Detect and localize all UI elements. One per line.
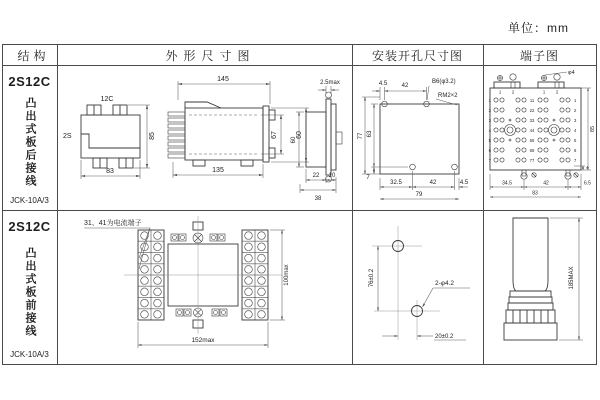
svg-text:4: 4 bbox=[488, 128, 491, 133]
svg-text:1: 1 bbox=[574, 98, 577, 103]
relay-profile-outline bbox=[504, 218, 557, 340]
svg-text:11: 11 bbox=[529, 98, 535, 103]
dim-60-label: 60 bbox=[296, 131, 303, 139]
dim-2p5max-label: 2.5max bbox=[320, 80, 340, 86]
outline-front-view-drawing bbox=[60, 70, 165, 200]
outline-edge-view-drawing bbox=[292, 74, 354, 204]
model-code: JCK-10A/3 bbox=[10, 196, 49, 205]
dim-145-label: 145 bbox=[217, 76, 229, 83]
unit-label: 单位：mm bbox=[508, 21, 569, 35]
header-mounting: 安装开孔尺寸图 bbox=[371, 48, 463, 63]
phi4-label: φ4 bbox=[568, 70, 575, 76]
svg-text:2: 2 bbox=[574, 108, 577, 113]
hole-circles bbox=[393, 241, 423, 317]
side-profile-drawing bbox=[486, 210, 598, 364]
dim-4p5-bottom-label: 4.5 bbox=[459, 180, 469, 186]
current-terminal-note: 31、41为电流端子 bbox=[84, 220, 142, 227]
hole-spec-label: B6(φ3.2) bbox=[432, 79, 456, 85]
model-name: 2S12C bbox=[8, 219, 51, 234]
cutout-outline bbox=[380, 101, 459, 174]
dim-6p5-label: 6.5 bbox=[584, 180, 591, 187]
contacts-label: 2S bbox=[63, 133, 72, 140]
svg-text:2: 2 bbox=[488, 108, 491, 113]
svg-text:33: 33 bbox=[529, 118, 535, 123]
svg-text:1: 1 bbox=[488, 98, 491, 103]
svg-text:6: 6 bbox=[574, 148, 577, 153]
svg-text:1: 1 bbox=[498, 89, 502, 95]
svg-text:4: 4 bbox=[574, 128, 577, 133]
dim-38-label: 38 bbox=[314, 196, 322, 202]
dim-10-label: 10 bbox=[328, 173, 336, 179]
dim-height-label: 85 bbox=[149, 132, 156, 140]
terminal-plate-outline bbox=[490, 74, 581, 179]
dim-135-label: 135 bbox=[212, 167, 224, 174]
structure-cell-front bbox=[2, 210, 57, 364]
relay-side-outline bbox=[168, 102, 275, 166]
svg-text:5: 5 bbox=[488, 138, 491, 143]
cutout-dims bbox=[362, 86, 468, 199]
dim-76-label: 76±0.2 bbox=[369, 268, 375, 288]
svg-text:44: 44 bbox=[529, 128, 535, 133]
relay-front-outline bbox=[81, 105, 140, 168]
dim-77-label: 77 bbox=[358, 132, 364, 140]
dim-85-label: 85 bbox=[590, 125, 596, 133]
dim-22-label: 22 bbox=[312, 173, 320, 179]
dim-79-label: 79 bbox=[415, 192, 423, 198]
dim-4-label: 4 bbox=[586, 165, 589, 170]
screw-spec-label: RM2×2 bbox=[438, 93, 458, 99]
front-wiring-layout-drawing bbox=[76, 212, 314, 364]
svg-text:2: 2 bbox=[511, 89, 515, 95]
mounting-cutout-drawing bbox=[356, 66, 482, 210]
dim-83-label: 83 bbox=[532, 190, 538, 197]
svg-text:22: 22 bbox=[529, 108, 535, 113]
dim-63-label: 63 bbox=[367, 130, 373, 138]
dim-67-label: 67 bbox=[271, 131, 278, 139]
dim-42-label: 42 bbox=[543, 180, 549, 187]
svg-text:5: 5 bbox=[574, 138, 577, 143]
svg-text:3: 3 bbox=[488, 118, 491, 123]
dim-152max-label: 152max bbox=[191, 337, 215, 344]
mount-type-label: 凸出式板后接线 bbox=[24, 97, 36, 188]
svg-text:1: 1 bbox=[542, 89, 546, 95]
terminal-count-label: 12C bbox=[100, 96, 114, 103]
dim-42-top-label: 42 bbox=[401, 83, 409, 89]
hole-centerlines bbox=[372, 226, 440, 340]
dim-185max-label: 185MAX bbox=[569, 266, 575, 290]
side-view-hidden-lines bbox=[189, 115, 259, 154]
front-mounting-holes-drawing bbox=[358, 212, 482, 364]
model-name: 2S12C bbox=[8, 74, 51, 89]
dim-42-bottom-label: 42 bbox=[429, 180, 437, 186]
relay-edge-outline bbox=[306, 92, 342, 182]
dim-20-label: 20±0.2 bbox=[435, 334, 454, 340]
dim-width-label: 83 bbox=[106, 168, 114, 175]
header-terminal: 端子图 bbox=[519, 48, 559, 63]
header-outline: 外形尺寸图 bbox=[165, 48, 256, 63]
structure-cell-rear bbox=[2, 65, 57, 210]
mount-type-label: 凸出式板前接线 bbox=[24, 246, 36, 338]
dim-34p5-label: 34.5 bbox=[502, 180, 512, 187]
model-code: JCK-10A/3 bbox=[10, 350, 49, 359]
dim-60-label: 60 bbox=[291, 136, 297, 144]
hole-dims bbox=[378, 246, 470, 340]
dim-32p5-label: 32.5 bbox=[390, 180, 402, 186]
svg-text:7: 7 bbox=[488, 158, 491, 163]
svg-text:66: 66 bbox=[529, 148, 535, 153]
hole-spec-label: 2-φ4.2 bbox=[435, 280, 455, 287]
svg-text:3: 3 bbox=[574, 118, 577, 123]
svg-text:6: 6 bbox=[488, 148, 491, 153]
terminal-dims bbox=[490, 72, 591, 197]
outline-side-view-drawing bbox=[163, 74, 313, 186]
svg-text:77: 77 bbox=[529, 158, 535, 163]
svg-text:55: 55 bbox=[529, 138, 535, 143]
dim-4p5-top-label: 4.5 bbox=[378, 81, 388, 87]
dim-100max-label: 100max bbox=[284, 264, 290, 286]
svg-text:7: 7 bbox=[574, 158, 577, 163]
terminal-diagram-drawing bbox=[484, 66, 598, 208]
header-structure: 结构 bbox=[17, 48, 50, 63]
svg-text:2: 2 bbox=[555, 89, 559, 95]
dim-7-label: 7 bbox=[366, 175, 370, 181]
